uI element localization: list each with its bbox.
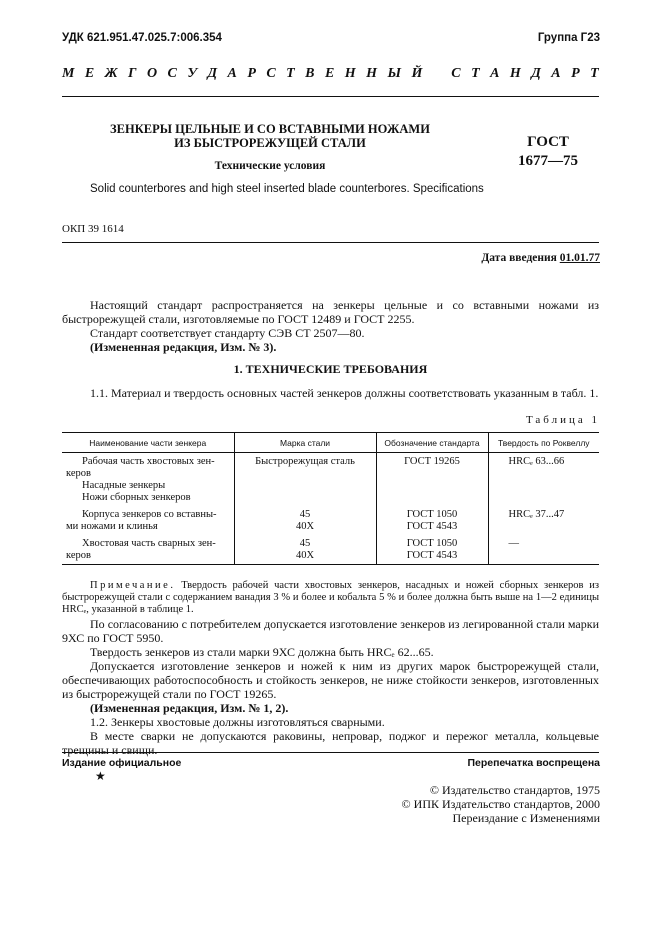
standard-line: ГОСТ 1050: [406, 509, 458, 520]
gost-label: ГОСТ: [527, 134, 569, 150]
cell-hardness: —: [488, 535, 599, 565]
document-title: [60, 122, 480, 150]
banner-letter: Т: [286, 66, 295, 81]
gost-number: 1677—75: [518, 153, 578, 169]
amendment-note-3: (Измененная редакция, Изм. № 3).: [90, 340, 277, 354]
body-paragraph: Твердость зенкеров из стали марки 9ХС должна быть HRCₑ 62...65.: [90, 645, 434, 659]
header-part-name: Наименование части зенкера: [62, 433, 234, 453]
banner-letter: М: [62, 66, 75, 81]
name-line: Рабочая часть хвостовых зен-: [82, 456, 215, 467]
title-line-2: ИЗ БЫСТРОРЕЖУЩЕЙ СТАЛИ: [174, 136, 366, 150]
banner-letter: Й: [411, 66, 423, 81]
copyright-2000: © ИПК Издательство стандартов, 2000: [401, 797, 600, 811]
introduction-date: [481, 252, 600, 264]
english-title: Solid counterbores and high steel inserted blade counterbores. Specifications: [90, 183, 484, 195]
steel-line: Быстрорежущая сталь: [255, 456, 355, 467]
body-paragraph: По согласованию с потребителем допускается изготовление зенкеров из легированной стали марки 9ХС по ГОСТ 5950.: [62, 617, 599, 645]
cell-steel-grade: [234, 453, 376, 507]
name-line: Ножи сборных зенкеров: [82, 492, 191, 503]
banner-letter: О: [146, 66, 158, 81]
name-line: керов: [66, 468, 91, 479]
banner-letter: Е: [324, 66, 335, 81]
steel-line: 45: [299, 538, 311, 549]
cell-hardness: HRCₑ 63...66: [488, 453, 599, 507]
banner-letter: Н: [344, 66, 356, 81]
cell-part-name: [62, 506, 234, 535]
name-line: Насадные зенкеры: [82, 480, 166, 491]
gost-designation: [498, 133, 598, 171]
okp-code: ОКП 39 1614: [62, 223, 124, 235]
cell-steel-grade: [234, 535, 376, 565]
banner-letter: С: [266, 66, 276, 81]
table-note: [62, 580, 599, 616]
steel-line: 45: [299, 509, 311, 520]
standard-line: ГОСТ 19265: [404, 456, 460, 467]
title-line-1: ЗЕНКЕРЫ ЦЕЛЬНЫЕ И СО ВСТАВНЫМИ НОЖАМИ: [110, 122, 430, 136]
clause-1-2: 1.2. Зенкеры хвостовые должны изготовляться сварными.: [90, 715, 385, 729]
cell-steel-grade: [234, 506, 376, 535]
name-line: керов: [66, 550, 91, 561]
banner-letter: С: [167, 66, 177, 81]
banner-letter: Н: [509, 66, 521, 81]
table-caption: Таблица 1: [525, 414, 600, 426]
intro-section: [62, 298, 599, 354]
banner-letter: Т: [471, 66, 480, 81]
table-1: [62, 432, 599, 565]
header-hardness: Твердость по Роквеллу: [488, 433, 599, 453]
standard-line: ГОСТ 4543: [406, 521, 458, 532]
section-1-title: 1. ТЕХНИЧЕСКИЕ ТРЕБОВАНИЯ: [233, 362, 428, 376]
udk-code: УДК 621.951.47.025.7:006.354: [62, 32, 222, 44]
banner-letter: Т: [590, 66, 599, 81]
reissue-note: Переиздание с Изменениями: [452, 811, 600, 825]
banner-letter: У: [187, 66, 198, 81]
header-rule: [62, 96, 599, 97]
banner-letter: Р: [571, 66, 580, 81]
banner-letter: Г: [128, 66, 137, 81]
date-value: 01.01.77: [559, 252, 600, 264]
banner-letter: А: [227, 66, 237, 81]
standard-line: ГОСТ 1050: [406, 538, 458, 549]
table-row: [62, 535, 599, 565]
reprint-prohibited: Перепечатка воспрещена: [467, 757, 600, 769]
note-text: Твердость рабочей части хвостовых зенкеров, насадных и ножей сборных зенкеров из быстрорежущей стали с содержанием ванадия 3 % и более и кобальта 5 % и более должна быть выше на 1—2 единицы HRCₑ, указанной в таблице 1.: [62, 580, 600, 615]
group-code: Группа Г23: [537, 32, 600, 44]
table-header-row: [62, 433, 599, 453]
banner-letter: Ж: [104, 66, 118, 81]
note-label: Примечание.: [90, 580, 176, 591]
banner-letter: Н: [366, 66, 377, 81]
steel-line: 40Х: [295, 521, 315, 532]
table-row: [62, 506, 599, 535]
name-line: Хвостовая часть сварных зен-: [82, 538, 216, 549]
okp-rule: [62, 242, 599, 243]
banner-letter: [433, 66, 441, 82]
banner-letter: Ы: [387, 66, 402, 81]
banner-letter: А: [551, 66, 561, 81]
intro-paragraph-1: Настоящий стандарт распространяется на зенкеры цельные и со вставными ножами из быстрорежущей стали, изготовляемые по ГОСТ 12489 и ГОСТ 2255.: [62, 298, 599, 326]
body-section: [62, 617, 599, 757]
body-paragraph: Допускается изготовление зенкеров и ножей к ним из других марок быстрорежущей стали, обеспечивающих работоспособность и стойкость зенкеров, не ниже стойкости зенкеров, изготовленных из быстрорежущей стали по ГОСТ 19265.: [62, 659, 599, 701]
date-label: Дата введения: [481, 252, 557, 264]
official-edition: Издание официальное: [62, 757, 182, 769]
banner-letter: В: [305, 66, 315, 81]
star-icon: ★: [95, 769, 106, 783]
standard-line: ГОСТ 4543: [406, 550, 458, 561]
cell-standard: [376, 535, 488, 565]
cell-standard: [376, 506, 488, 535]
cell-part-name: [62, 453, 234, 507]
cell-hardness: HRCₑ 37...47: [488, 506, 599, 535]
banner-letter: Е: [84, 66, 95, 81]
interstate-standard-banner: [62, 66, 599, 82]
banner-letter: Д: [207, 66, 218, 81]
document-subtitle: Технические условия: [214, 160, 326, 172]
banner-letter: С: [451, 66, 461, 81]
intro-paragraph-2: Стандарт соответствует стандарту СЭВ СТ 2507—80.: [90, 326, 365, 340]
copyright-1975: © Издательство стандартов, 1975: [429, 783, 600, 797]
clause-1-1: 1.1. Материал и твердость основных частей зенкеров должны соответствовать указанным в табл. 1.: [90, 386, 599, 400]
copyright-block: [402, 783, 600, 825]
header-steel-grade: Марка стали: [234, 433, 376, 453]
table-row: [62, 453, 599, 507]
cell-standard: [376, 453, 488, 507]
banner-letter: Д: [531, 66, 541, 81]
header-standard: Обозначение стандарта: [376, 433, 488, 453]
cell-part-name: [62, 535, 234, 565]
banner-letter: Р: [247, 66, 256, 81]
banner-letter: А: [490, 66, 500, 81]
body-paragraph: В месте сварки не допускаются раковины, непровар, поджог и пережог металла, кольцевые трещины и свищи.: [62, 729, 599, 757]
amendment-note-1-2: (Измененная редакция, Изм. № 1, 2).: [90, 701, 289, 715]
steel-line: 40Х: [295, 550, 315, 561]
name-line: ми ножами и клинья: [66, 521, 158, 532]
footer-rule: [62, 752, 599, 753]
name-line: Корпуса зенкеров со вставны-: [82, 509, 217, 520]
